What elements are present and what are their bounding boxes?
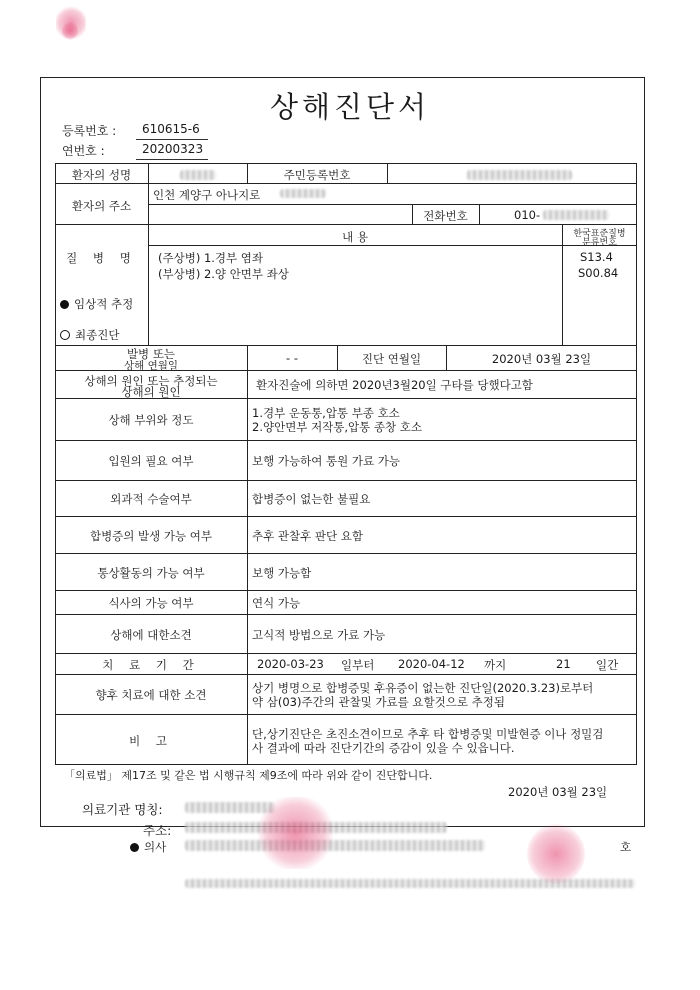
phone-label: 전화번호 — [423, 209, 468, 223]
complication-value: 추후 관찰후 판단 요함 — [252, 529, 363, 543]
treatment-start: 2020-03-23 — [257, 657, 324, 671]
column-divider — [247, 345, 248, 765]
phone-value: 010- — [514, 208, 541, 222]
row-divider — [55, 440, 637, 441]
kcd-header-line2: 분류번호 — [582, 238, 617, 248]
row-divider — [55, 714, 637, 715]
column-divider — [387, 163, 388, 183]
clinical-estimate-option — [60, 296, 133, 312]
remarks-line1: 단,상기진단은 초진소견이므로 추후 타 합병증및 미발현증 이나 정밀검 — [252, 727, 604, 741]
onset-label-line2: 상해 연월일 — [123, 360, 179, 372]
meal-label: 식사의 가능 여부 — [108, 596, 194, 610]
injury-opinion-label: 상해에 대한소견 — [110, 628, 192, 642]
secondary-diagnosis-code: S00.84 — [578, 266, 619, 280]
doctor-label: 의사 — [144, 840, 167, 854]
injury-opinion-value: 고식적 방법으로 가료 가능 — [252, 628, 386, 642]
column-divider — [479, 204, 480, 224]
treatment-from-word: 일부터 — [341, 658, 375, 672]
address-redacted — [280, 189, 326, 198]
rrn-label: 주민등록번호 — [283, 168, 351, 182]
diagnosis-date-label: 진단 연월일 — [361, 352, 422, 366]
legal-statement: 「의료법」 제17조 및 같은 법 시행규칙 제9조에 따라 위와 같이 진단합니다. — [64, 769, 433, 782]
meal-value: 연식 가능 — [252, 596, 301, 610]
column-divider — [148, 163, 149, 345]
issue-date: 2020년 03월 23일 — [508, 785, 608, 799]
secondary-diagnosis: (부상병) 2.양 안면부 좌상 — [158, 267, 289, 281]
row-divider — [55, 653, 637, 654]
treatment-period-label: 치 료 기 간 — [102, 658, 200, 672]
injury-cause-label-line1: 상해의 원인 또는 추정되는 — [84, 374, 218, 388]
serial-label: 연번호 : — [62, 144, 105, 158]
onset-value: - - — [286, 351, 298, 365]
hospital-seal-stamp — [258, 797, 333, 869]
complication-label: 합병증의 발생 가능 여부 — [89, 529, 213, 543]
future-treatment-label: 향후 치료에 대한 소견 — [95, 688, 207, 702]
row-divider — [55, 674, 637, 675]
doctor-info-redacted — [185, 840, 485, 851]
row-divider — [55, 224, 637, 225]
patient-address-label: 환자의 주소 — [71, 199, 132, 213]
surgery-value: 합병증이 없는한 불필요 — [252, 492, 371, 506]
patient-name-redacted — [180, 170, 216, 180]
institution-address-label: 주소: — [143, 823, 172, 838]
hospitalization-value: 보행 가능하여 통원 가료 가능 — [252, 454, 400, 468]
seal-suffix: 호 — [620, 840, 632, 854]
treatment-days-word: 일간 — [596, 658, 619, 672]
disease-content-header: 내 용 — [342, 230, 368, 244]
kcd-header-line1: 한국표준질병 — [573, 229, 626, 239]
primary-diagnosis: (주상병) 1.경부 염좌 — [158, 251, 264, 265]
onset-label-line1: 발병 또는 — [126, 347, 176, 361]
injury-cause-value: 환자진술에 의하면 2020년3월20일 구타를 당했다고함 — [256, 378, 533, 392]
daily-activity-label: 통상활동의 가능 여부 — [97, 566, 205, 580]
final-diagnosis-option — [60, 327, 119, 343]
patient-name-label: 환자의 성명 — [71, 168, 132, 182]
doctor-seal-stamp — [527, 824, 585, 884]
final-diagnosis-label: 최종진단 — [75, 328, 120, 342]
row-divider — [55, 183, 637, 184]
clinical-estimate-label: 임상적 추정 — [74, 297, 134, 311]
disease-label: 질 병 명 — [66, 251, 137, 265]
row-divider — [55, 516, 637, 517]
surgery-label: 외과적 수술여부 — [110, 492, 192, 506]
row-divider — [148, 204, 637, 205]
future-treatment-line1: 상기 병명으로 합병증및 후유증이 없는한 진단일(2020.3.23)로부터 — [252, 681, 594, 695]
serial-underline — [136, 159, 208, 160]
row-divider — [55, 590, 637, 591]
remarks-label: 비 고 — [129, 734, 173, 748]
registration-number: 610615-6 — [142, 122, 200, 136]
registration-underline — [136, 139, 208, 140]
injury-site-label: 상해 부위와 정도 — [108, 413, 194, 427]
row-divider — [55, 614, 637, 615]
injury-site-line1: 1.경부 운동통,압통 부종 호소 — [252, 406, 400, 420]
empty-circle-icon — [60, 330, 70, 340]
diagnosis-date-value: 2020년 03월 23일 — [491, 352, 592, 366]
document-title: 상해진단서 — [269, 90, 431, 124]
treatment-days: 21 — [556, 657, 571, 671]
treatment-to-word: 까지 — [484, 658, 507, 672]
rrn-redacted — [467, 170, 572, 180]
serial-number: 20200323 — [142, 142, 204, 156]
injury-site-line2: 2.양안면부 저작통,압통 종창 호소 — [252, 420, 423, 434]
registration-label: 등록번호 : — [62, 124, 117, 138]
institution-label: 의료기관 명칭: — [82, 802, 163, 817]
patient-address-value: 인천 계양구 아나지로 — [153, 188, 261, 202]
row-divider — [55, 553, 637, 554]
injury-cause-label-line2: 상해의 원인 — [121, 385, 181, 399]
filled-circle-icon — [130, 843, 139, 852]
primary-diagnosis-code: S13.4 — [580, 250, 613, 264]
future-treatment-line2: 약 삼(03)주간의 관찰및 가료를 요할것으로 추정됨 — [252, 695, 505, 709]
remarks-line2: 사 결과에 따라 진단기간의 증감이 있을 수 있읍니다. — [252, 741, 515, 755]
hospitalization-label: 입원의 필요 여부 — [108, 454, 194, 468]
row-divider — [55, 480, 637, 481]
doctor-line — [130, 839, 166, 855]
corner-stamp-lower — [62, 22, 78, 40]
phone-redacted — [543, 210, 609, 220]
treatment-end: 2020-04-12 — [398, 657, 465, 671]
daily-activity-value: 보행 가능함 — [252, 566, 312, 580]
filled-circle-icon — [60, 300, 69, 309]
